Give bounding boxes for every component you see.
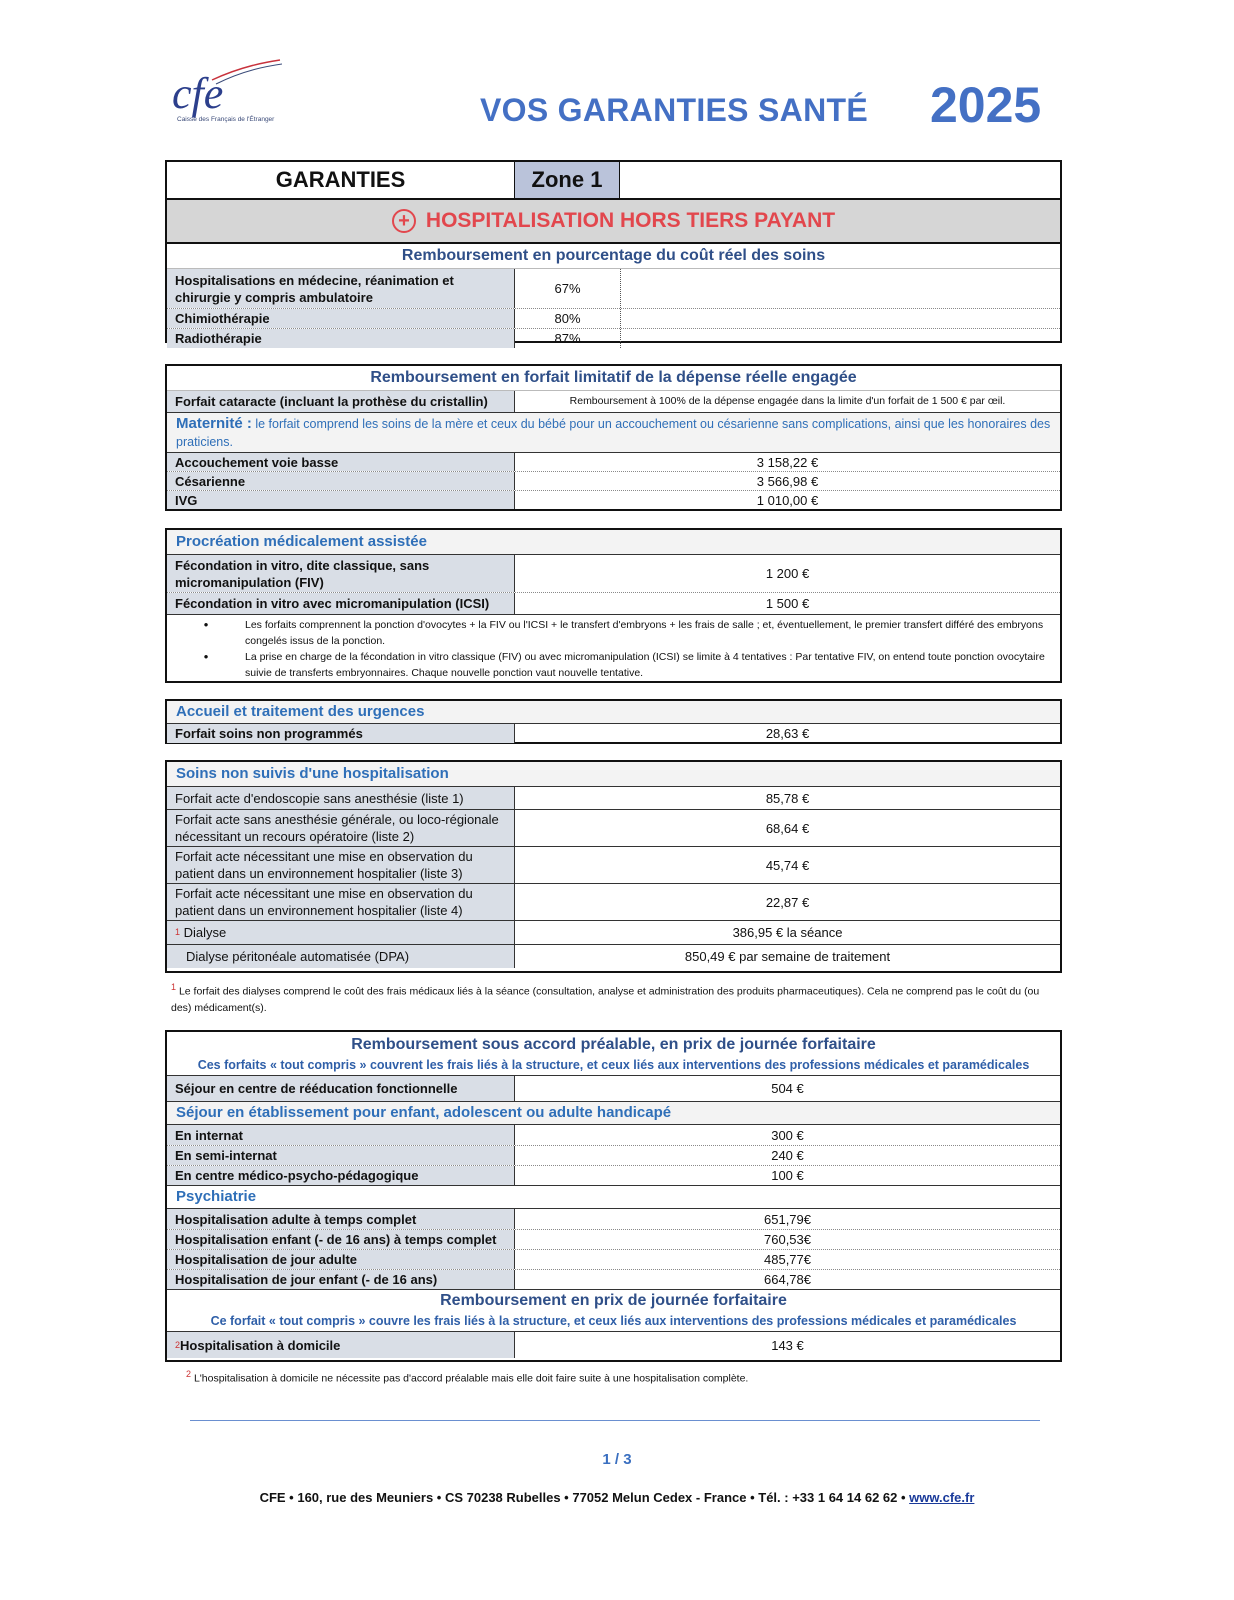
row-value: 240 € bbox=[771, 1148, 804, 1163]
table-row bbox=[167, 1269, 1060, 1289]
footer-divider bbox=[190, 1420, 1040, 1421]
footnote-marker: 1 bbox=[175, 927, 181, 937]
row-label: Dialyse péritonéale automatisée (DPA) bbox=[167, 945, 515, 968]
list-item: • Les forfaits comprennent la ponction d'ovocytes + la FIV ou l'ICSI + le transfert d'embryons + les frais de salle ; et, éventuellement, le premier transfert différé des embryons congelés issus de la ponction. bbox=[167, 617, 1052, 649]
table-row bbox=[167, 328, 1060, 348]
soins-section-title: Soins non suivis d'une hospitalisation bbox=[167, 762, 1060, 787]
row-label-text: Dialyse bbox=[183, 925, 227, 940]
document-year: 2025 bbox=[930, 77, 1042, 133]
table-row bbox=[167, 391, 1060, 412]
accord-section-subtitle: Ces forfaits « tout compris » couvrent les frais liés à la structure, et ceux liés aux interventions des professions médicales et paramédicales bbox=[167, 1056, 1060, 1076]
footnote-text: Le forfait des dialyses comprend le coût des frais médicaux liés à la séance (consultation, analyse et administration des produits pharmaceutiques). Cela ne comprend pas le coût du (ou des) médicament(s). bbox=[171, 985, 1040, 1014]
row-label: Forfait acte nécessitant une mise en observation du patient dans un environnement hospitalier (liste 3) bbox=[167, 847, 515, 883]
maternite-text: le forfait comprend les soins de la mère et ceux du bébé pour un accouchement ou césarienne sans complications, ainsi que les honoraires des praticiens. bbox=[176, 417, 1051, 449]
row-label: Forfait soins non programmés bbox=[167, 724, 515, 743]
svg-text:cfe: cfe bbox=[172, 69, 224, 118]
domicile-footnote bbox=[186, 1366, 1046, 1387]
accord-section-title: Remboursement sous accord préalable, en prix de journée forfaitaire bbox=[351, 1036, 876, 1053]
table-row bbox=[167, 592, 1060, 614]
row-value: 80% bbox=[515, 309, 621, 328]
table-row bbox=[167, 1145, 1060, 1165]
hospitalisation-banner bbox=[167, 200, 1060, 244]
row-label: Hospitalisation de jour enfant (- de 16 ans) bbox=[167, 1270, 515, 1289]
address-text: CFE • 160, rue des Meuniers • CS 70238 Rubelles • 77052 Melun Cedex - France • Tél. : +33 1 64 14 62 62 • bbox=[259, 1490, 910, 1505]
row-value: 1 200 € bbox=[765, 566, 810, 581]
page-number: 1 / 3 bbox=[602, 1451, 632, 1468]
maternite-note bbox=[167, 412, 1060, 452]
table-row bbox=[167, 944, 1060, 968]
row-label: Forfait cataracte (incluant la prothèse du cristallin) bbox=[167, 391, 515, 412]
row-value: 85,78 € bbox=[765, 790, 810, 806]
row-label: Forfait acte d'endoscopie sans anesthésie (liste 1) bbox=[167, 787, 515, 809]
row-value: 45,74 € bbox=[765, 857, 810, 873]
bullet-text: La prise en charge de la fécondation in vitro classique (FIV) ou avec micromanipulation (ICSI) se limite à 4 tentatives : Par tentative FIV, on entend toute ponction ovocytaire suivie de transferts embryonnaires. Chaque nouvelle ponction vaut nouvelle tentative. bbox=[245, 651, 1045, 679]
table-row bbox=[167, 1076, 1060, 1101]
row-label: En centre médico-psycho-pédagogique bbox=[167, 1166, 515, 1185]
pma-table bbox=[165, 528, 1062, 683]
table-row bbox=[167, 308, 1060, 328]
pma-section-title: Procréation médicalement assistée bbox=[167, 530, 1060, 555]
table-row bbox=[167, 471, 1060, 490]
hospitalisation-table bbox=[165, 160, 1062, 346]
row-label: En semi-internat bbox=[167, 1146, 515, 1165]
row-value: 485,77€ bbox=[764, 1252, 811, 1267]
header-zone-1: Zone 1 bbox=[515, 162, 620, 198]
accord-prealable-table bbox=[165, 1030, 1062, 1362]
row-label: Fécondation in vitro, dite classique, sans micromanipulation (FIV) bbox=[167, 555, 515, 592]
footnote-marker: 2 bbox=[186, 1369, 192, 1379]
row-value: 300 € bbox=[771, 1127, 804, 1143]
pma-bullets bbox=[167, 614, 1060, 685]
footnote-text: L'hospitalisation à domicile ne nécessite pas d'accord préalable mais elle doit faire suite à une hospitalisation complète. bbox=[193, 1372, 749, 1385]
row-label: Hospitalisations en médecine, réanimation et chirurgie y compris ambulatoire bbox=[167, 269, 515, 308]
row-value: 87% bbox=[515, 329, 621, 348]
footer-address bbox=[0, 1490, 1234, 1505]
banner-title: HOSPITALISATION HORS TIERS PAYANT bbox=[425, 209, 836, 232]
row-label bbox=[167, 921, 515, 944]
row-value: 1 500 € bbox=[765, 596, 810, 611]
table-row bbox=[167, 883, 1060, 920]
row-label-text: Hospitalisation à domicile bbox=[180, 1337, 341, 1353]
row-label: Hospitalisation adulte à temps complet bbox=[167, 1209, 515, 1229]
dialyse-footnote bbox=[171, 979, 1051, 1016]
row-value: 100 € bbox=[771, 1168, 804, 1183]
bullet-text: Les forfaits comprennent la ponction d'ovocytes + la FIV ou l'ICSI + le transfert d'embryons + les frais de salle ; et, éventuellement, le premier transfert différé des embryons congelés issus de la ponction. bbox=[245, 619, 1044, 647]
row-label: Forfait acte nécessitant une mise en observation du patient dans un environnement hospitalier (liste 4) bbox=[167, 884, 515, 920]
footnote-marker: 1 bbox=[171, 982, 177, 992]
forfait-section-title: Remboursement en forfait limitatif de la dépense réelle engagée bbox=[167, 366, 1060, 391]
row-label: Forfait acte sans anesthésie générale, ou loco-régionale nécessitant un recours opératoire (liste 2) bbox=[167, 810, 515, 846]
row-label: Séjour en centre de rééducation fonctionnelle bbox=[167, 1076, 515, 1101]
row-value: 67% bbox=[515, 269, 621, 308]
row-value: 143 € bbox=[771, 1337, 804, 1353]
table-row bbox=[167, 809, 1060, 846]
row-value: 3 158,22 € bbox=[756, 454, 819, 470]
list-item: • La prise en charge de la fécondation in vitro classique (FIV) ou avec micromanipulation (ICSI) se limite à 4 tentatives : Par tentative FIV, on entend toute ponction ovocytaire suivie de transferts embryonnaires. Chaque nouvelle ponction vaut nouvelle tentative. bbox=[167, 649, 1052, 681]
row-value: 760,53€ bbox=[764, 1232, 811, 1247]
table-header-row bbox=[167, 162, 1060, 200]
psychiatrie-section-title: Psychiatrie bbox=[167, 1185, 1060, 1209]
table-row bbox=[167, 452, 1060, 471]
maternite-label: Maternité : bbox=[176, 415, 252, 432]
document-title: VOS GARANTIES SANTÉ bbox=[480, 92, 868, 128]
table-row bbox=[167, 269, 1060, 308]
table-row bbox=[167, 1332, 1060, 1358]
footnote-marker: 2 bbox=[175, 1339, 181, 1350]
table-row bbox=[167, 846, 1060, 883]
website-link[interactable]: www.cfe.fr bbox=[909, 1490, 975, 1505]
row-value: Remboursement à 100% de la dépense engagée dans la limite d'un forfait de 1 500 € par œil. bbox=[569, 395, 1006, 407]
logo-subtitle: Caisse des Français de l'Étranger bbox=[177, 116, 275, 123]
soins-table bbox=[165, 760, 1062, 973]
row-value: 386,95 € la séance bbox=[732, 925, 843, 940]
table-row bbox=[167, 1249, 1060, 1269]
row-label: IVG bbox=[167, 491, 515, 509]
table-row bbox=[167, 724, 1060, 743]
pct-section-title: Remboursement en pourcentage du coût réel des soins bbox=[167, 244, 1060, 269]
row-label: Fécondation in vitro avec micromanipulation (ICSI) bbox=[167, 593, 515, 614]
medical-cross-icon: + bbox=[392, 209, 416, 233]
urgences-section-title: Accueil et traitement des urgences bbox=[167, 701, 1060, 724]
urgences-table bbox=[165, 699, 1062, 744]
row-value: 28,63 € bbox=[765, 726, 810, 741]
table-row bbox=[167, 1165, 1060, 1185]
table-row bbox=[167, 920, 1060, 944]
table-row bbox=[167, 1229, 1060, 1249]
header-garanties: GARANTIES bbox=[167, 162, 515, 198]
row-value: 651,79€ bbox=[764, 1211, 811, 1227]
journee-section-subtitle: Ce forfait « tout compris » couvre les frais liés à la structure, et ceux liés aux interventions des professions médicales et paramédicales bbox=[167, 1312, 1060, 1332]
row-label: Accouchement voie basse bbox=[167, 453, 515, 471]
row-label: En internat bbox=[167, 1125, 515, 1145]
table-row bbox=[167, 1125, 1060, 1145]
row-value: 22,87 € bbox=[765, 894, 810, 910]
row-value: 3 566,98 € bbox=[756, 473, 819, 489]
table-row bbox=[167, 1209, 1060, 1229]
table-row bbox=[167, 490, 1060, 509]
row-value: 664,78€ bbox=[764, 1272, 811, 1287]
row-label: Hospitalisation de jour adulte bbox=[167, 1250, 515, 1269]
row-label: Césarienne bbox=[167, 472, 515, 490]
journee-section-title: Remboursement en prix de journée forfaitaire bbox=[167, 1289, 1060, 1312]
row-value: 68,64 € bbox=[765, 820, 810, 836]
forfait-table bbox=[165, 364, 1062, 511]
handicap-section-title: Séjour en établissement pour enfant, adolescent ou adulte handicapé bbox=[167, 1101, 1060, 1125]
row-value: 850,49 € par semaine de traitement bbox=[684, 949, 891, 964]
table-row bbox=[167, 787, 1060, 809]
row-label: Hospitalisation enfant (- de 16 ans) à temps complet bbox=[167, 1230, 515, 1249]
row-value: 504 € bbox=[771, 1081, 804, 1096]
cfe-logo bbox=[172, 58, 282, 124]
row-value: 1 010,00 € bbox=[756, 492, 819, 508]
row-label: Radiothérapie bbox=[167, 329, 515, 348]
row-label bbox=[167, 1332, 515, 1358]
table-row bbox=[167, 555, 1060, 592]
row-label: Chimiothérapie bbox=[167, 309, 515, 328]
